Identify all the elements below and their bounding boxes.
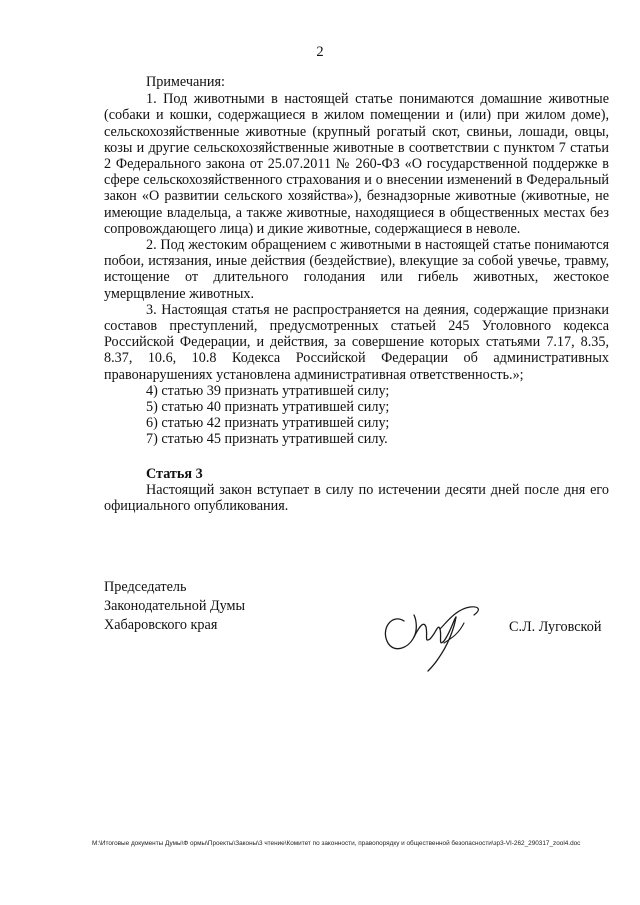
list-item: 7) статью 45 признать утратившей силу. (146, 431, 388, 448)
signatory-title-line-1: Председатель (104, 579, 187, 595)
list-item: 5) статью 40 признать утратившей силу; (146, 399, 390, 416)
article-3-heading: Статья 3 (146, 465, 203, 482)
signatory-title-line-2: Законодательной Думы (104, 598, 246, 614)
signatory-name: С.Л. Луговской (509, 619, 602, 635)
file-path-footer: M:\Итоговые документы Думы\Ф ормы\Проекты\Законы\3 чтение\Комитет по законности, правопорядку и общественной безопасности\зр3-VI-262_290317_zool4.doc (92, 840, 581, 847)
note-1: 1. Под животными в настоящей статье понимаются домашние животные (собаки и кошки, содержащиеся в жилом помещении и (или) при жилом доме), сельскохозяйственные животные (крупный рогатый скот, свиньи, лошади, овцы, козы и другие сельскохозяйственные животные в соответствии с пунктом 7 статьи 2 Федерального закона от 25.07.2011 № 260-ФЗ «О государственной поддержке в сфере сельскохозяйственного страхования и о внесении изменений в Федеральный закон «О развитии сельского хозяйства»), безнадзорные животные (животные, не имеющие владельца, а также животные, находящиеся в общественных местах без сопровождающего лица) и дикие животные, содержащиеся в неволе. (104, 91, 609, 237)
list-item: 6) статью 42 признать утратившей силу; (146, 415, 390, 432)
page-number: 2 (316, 44, 324, 60)
note-3: 3. Настоящая статья не распространяется на деяния, содержащие признаки составов преступлений, предусмотренных статьей 245 Уголовного кодекса Российской Федерации, и действия, за совершение которых статьями 7.17, 8.35, 8.37, 10.6, 10.8 Кодекса Российской Федерации об административных правонарушениях установлена административная ответственность.»; (104, 301, 609, 383)
note-2: 2. Под жестоким обращением с животными в настоящей статье понимаются побои, истязания, иные действия (бездействие), влекущие за собой увечье, травму, истощение от длительного голодания или гибель животных, жестокое умерщвление животных. (104, 237, 609, 302)
handwritten-signature (374, 599, 494, 675)
document-body (104, 74, 609, 514)
list-item: 4) статью 39 признать утратившей силу; (146, 382, 390, 399)
signatory-block (104, 578, 245, 635)
notes-heading: Примечания: (146, 74, 225, 90)
signatory-title-line-3: Хабаровского края (104, 617, 218, 633)
article-3-text: Настоящий закон вступает в силу по истечении десяти дней после дня его официального опубликования. (104, 481, 609, 515)
